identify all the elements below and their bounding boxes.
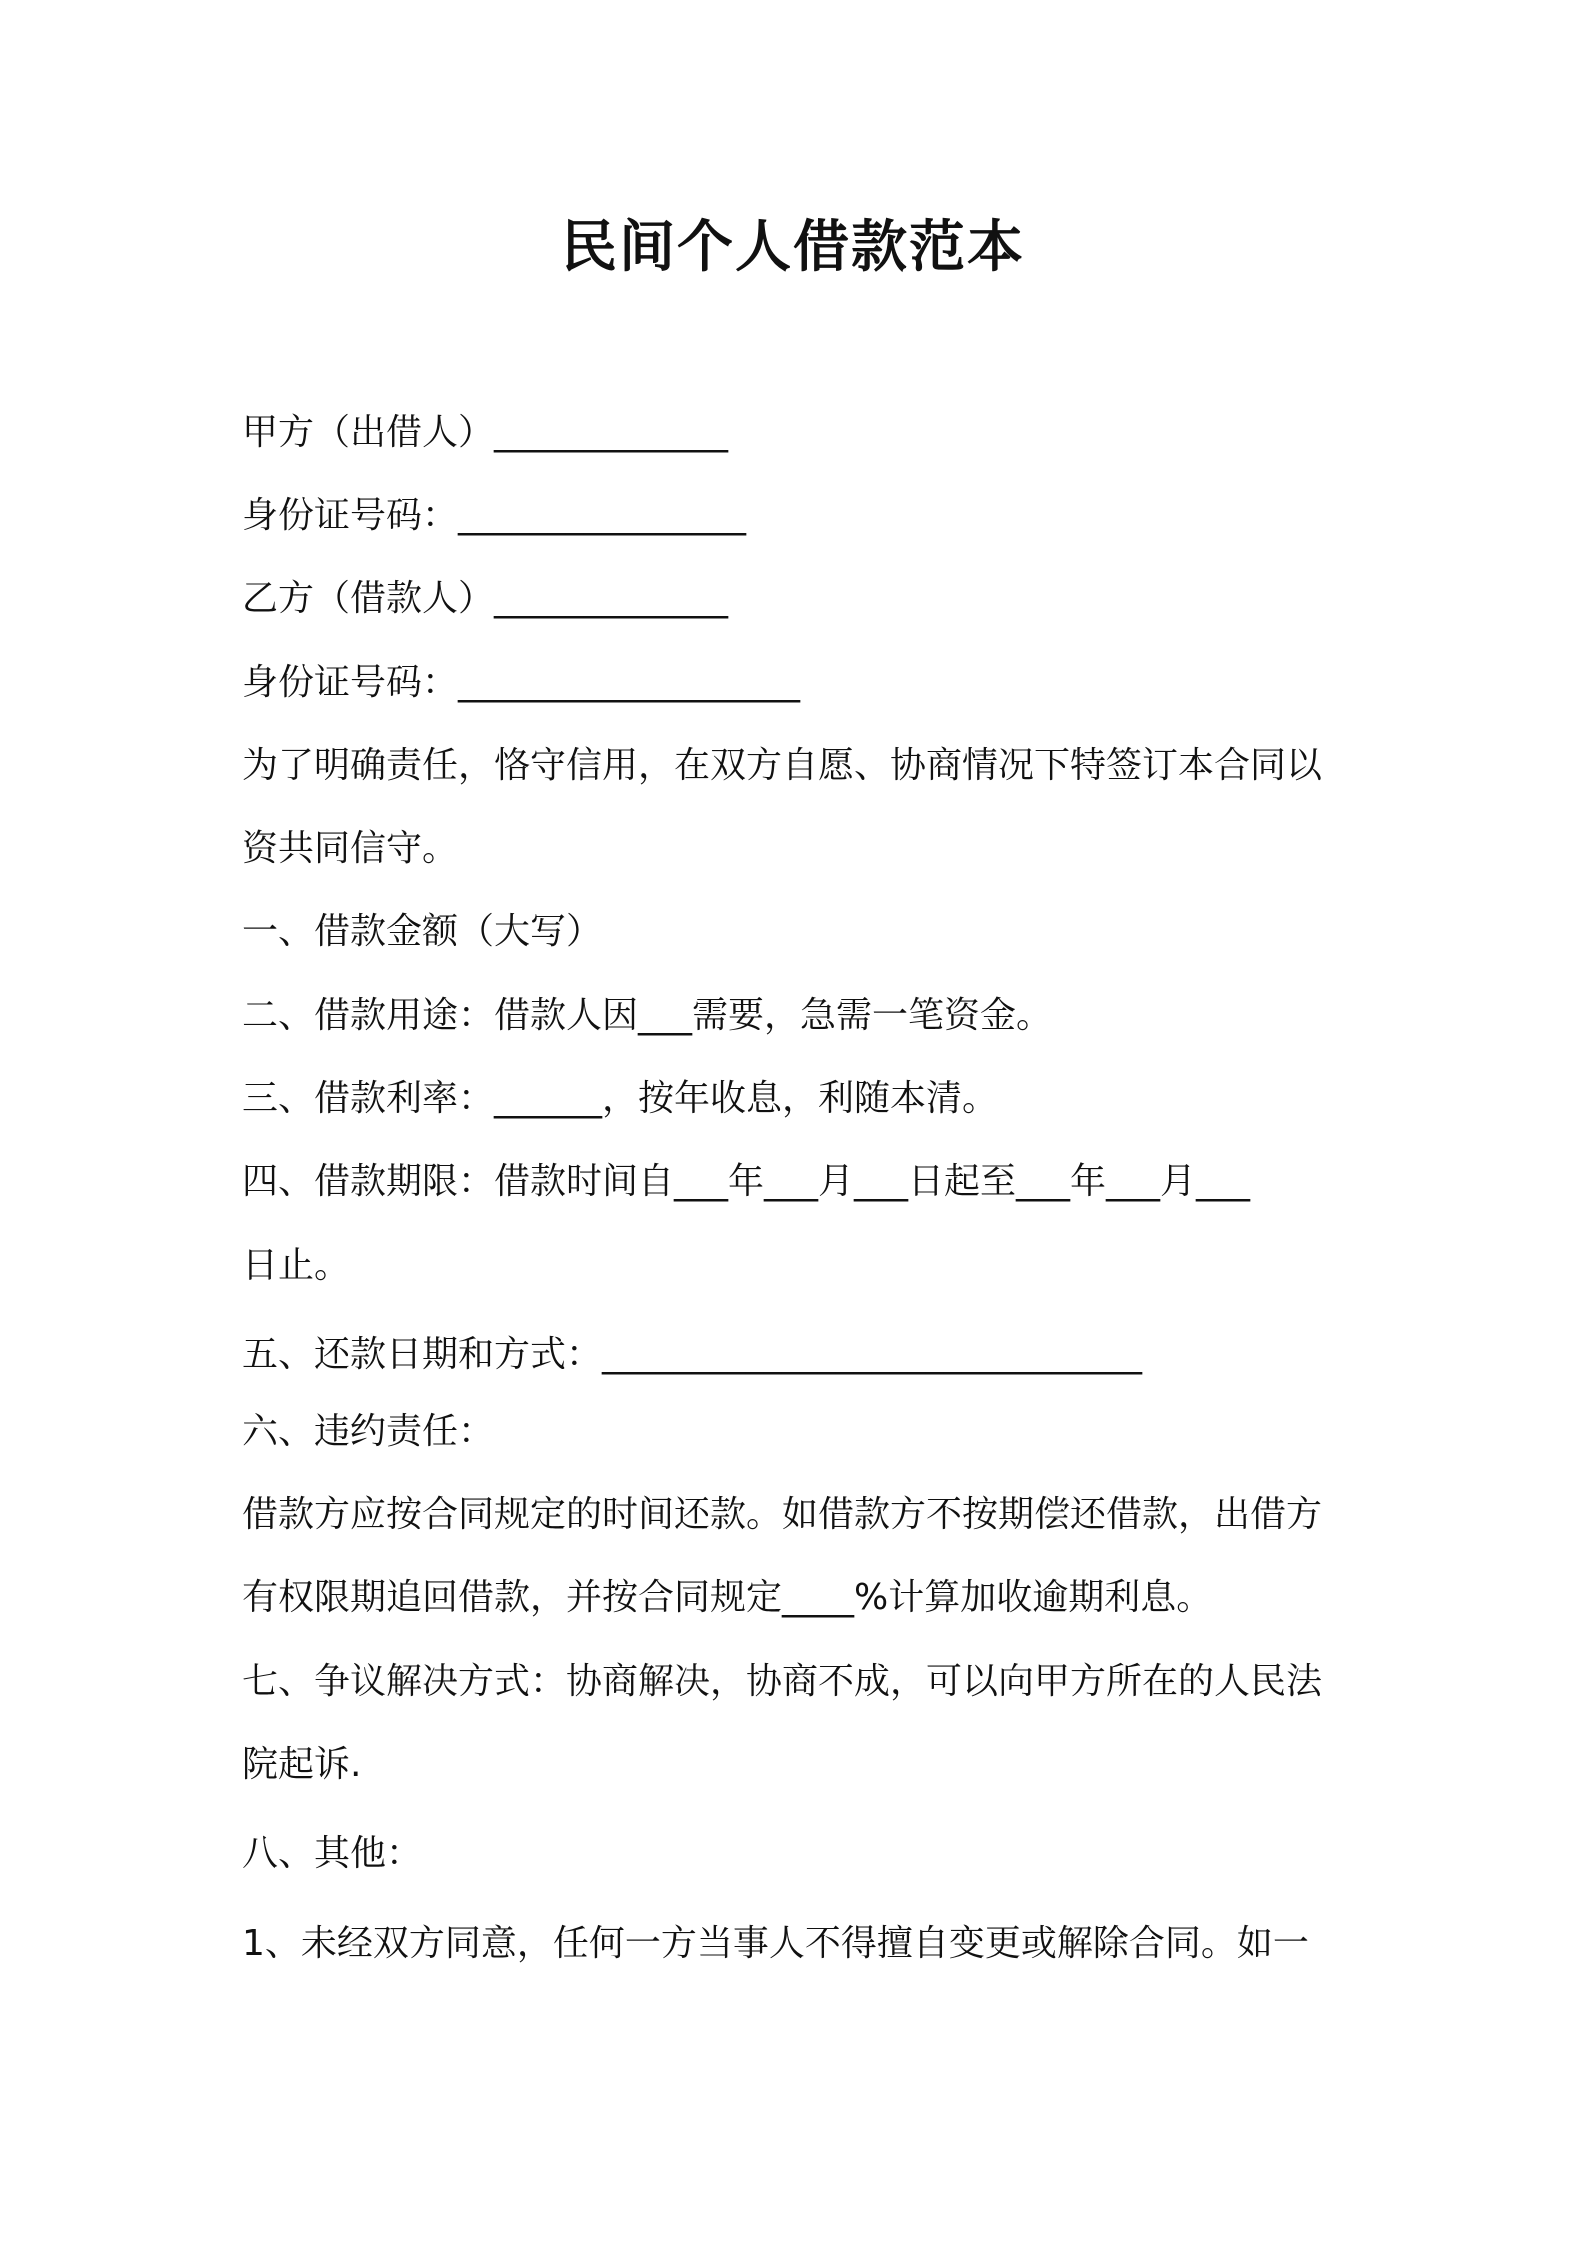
clause-4-term-line-2: 日止。 [242,1245,351,1286]
clause-2-purpose: 二、借款用途：借款人因___需要，急需一笔资金。 [242,995,1053,1036]
borrower-line: 乙方（借款人）_____________ [242,578,729,619]
clause-4-term-line-1: 四、借款期限：借款时间自___年___月___日起至___年___月___ [242,1161,1251,1202]
preamble-line-2: 资共同信守。 [242,828,459,869]
document-title: 民间个人借款范本 [561,215,1025,280]
clause-5-repayment: 五、还款日期和方式：______________________________ [242,1334,1143,1375]
borrower-id-line: 身份证号码：___________________ [242,662,801,703]
clause-1-amount: 一、借款金额（大写） [242,911,603,952]
preamble-line-1: 为了明确责任，恪守信用，在双方自愿、协商情况下特签订本合同以 [242,745,1323,786]
clause-3-rate: 三、借款利率：______，按年收息，利随本清。 [242,1078,999,1119]
clause-8-heading: 八、其他： [242,1833,423,1874]
clause-8-item-1: 1、未经双方同意，任何一方当事人不得擅自变更或解除合同。如一 [242,1923,1309,1964]
clause-7-line-2: 院起诉. [242,1744,362,1785]
clause-6-line-2: 有权限期追回借款，并按合同规定____%计算加收逾期利息。 [242,1577,1213,1618]
clause-6-heading: 六、违约责任： [242,1411,495,1452]
lender-id-line: 身份证号码：________________ [242,495,747,536]
clause-7-line-1: 七、争议解决方式：协商解决，协商不成，可以向甲方所在的人民法 [242,1661,1323,1702]
clause-6-line-1: 借款方应按合同规定的时间还款。如借款方不按期偿还借款，出借方 [242,1494,1323,1535]
lender-line: 甲方（出借人）_____________ [242,412,729,453]
